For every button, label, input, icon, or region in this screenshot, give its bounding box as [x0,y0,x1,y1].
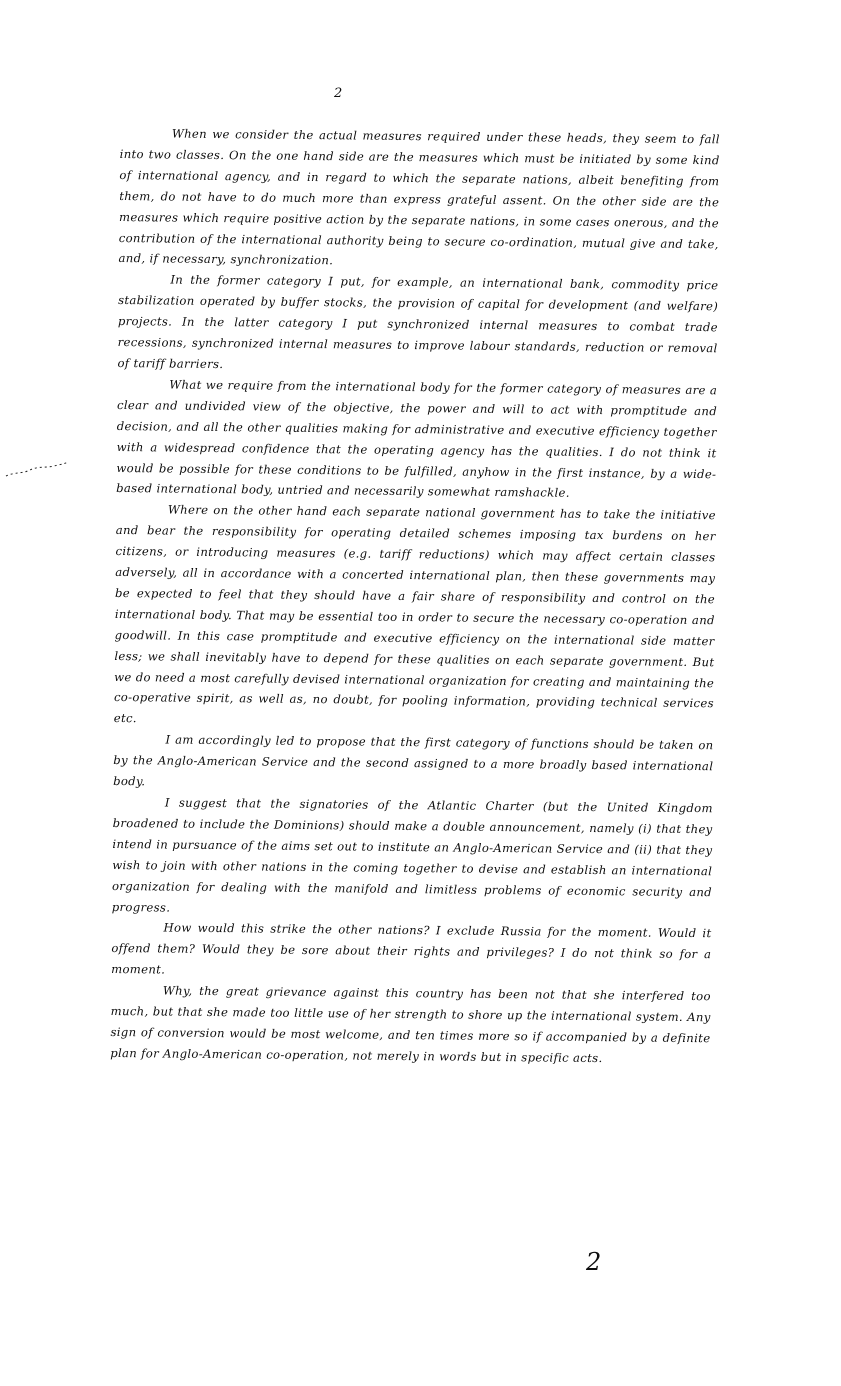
paragraph: I am accordingly led to propose that the first category of functions should be taken on by the Anglo-American Service and the second assigned to a more broadly based international body. [113,732,714,789]
paragraph: I suggest that the signatories of the Atlantic Charter (but the United Kingdom broadened to include the Dominions) should make a double announcement, namely (i) that they intend in pursuance of the aims set out to institute an Anglo-American Service and (ii) that they wish to join with other nations in the coming together to devise and establish an international organization for dealing with the manifold and limitless problems of economic security and progress. [111,795,713,915]
paragraph: When we consider the actual measures required under these heads, they seem to fall into two classes. On the one hand side are the measures which must be initiated by some kind of international agency, and in regard to which the separate nations, albeit benefiting from them, do not have to do much more than express grateful assent. On the other side are the measures which require positive action by the separate nations, in some cases onerous, and the contribution of the international authority being to secure co-ordination, mutual give and take, and, if necessary, synchronization. [118,126,720,268]
letter-body [110,123,720,1070]
page-number-bottom: 2 [586,1248,602,1276]
paragraph: Where on the other hand each separate national government has to take the initiative and bear the responsibility for operating detailed schemes imposing tax burdens on her citizens, or introducing measures (e.g. tariff reductions) which may affect certain classes adversely, all in accordance with a concerted international plan, then these governments may be expected to feel that they should have a fair share of responsibility and control on the international body. That may be essential too in order to secure the necessary co-operation and goodwill. In this case promptitude and executive efficiency on the international side matter less; we shall inevitably have to depend for these qualities on each separate government. But we do need a most carefully devised international organization for creating and maintaining the co-operative spirit, as well as, no doubt, for pooling information, providing technical services etc. [113,502,716,726]
paragraph: Why, the great grievance against this country has been not that she interfered too much, but that she made too little use of her strength to shore up the international system. Any sign of conversion would be most welcome, and ten times more so if accompanied by a definite plan for Anglo-American co-operation, not merely in words but in specific acts. [110,983,711,1065]
paragraph: What we require from the international body for the former category of measures are a clear and undivided view of the objective, the power and will to act with promptitude and decision, and all the other qualities making for administrative and executive efficiency together with a widespread confidence that the operating agency has the qualities. I do not think it would be possible for these conditions to be fulfilled, anyhow in the first instance, by a wide-based international body, untried and necessarily somewhat ramshackle. [116,377,718,501]
margin-scribble [2,456,72,482]
paragraph: How would this strike the other nations? I exclude Russia for the moment. Would it offend them? Would they be sore about their rights and privileges? I do not think so for a moment. [111,920,712,977]
page-number-top: 2 [334,86,343,101]
paragraph: In the former category I put, for example, an international bank, commodity price stabilization operated by buffer stocks, the provision of capital for development (and welfare) projects. In the latter category I put synchronized internal measures to combat trade recessions, synchronized internal measures to improve labour standards, reduction or removal of tariff barriers. [117,272,719,372]
